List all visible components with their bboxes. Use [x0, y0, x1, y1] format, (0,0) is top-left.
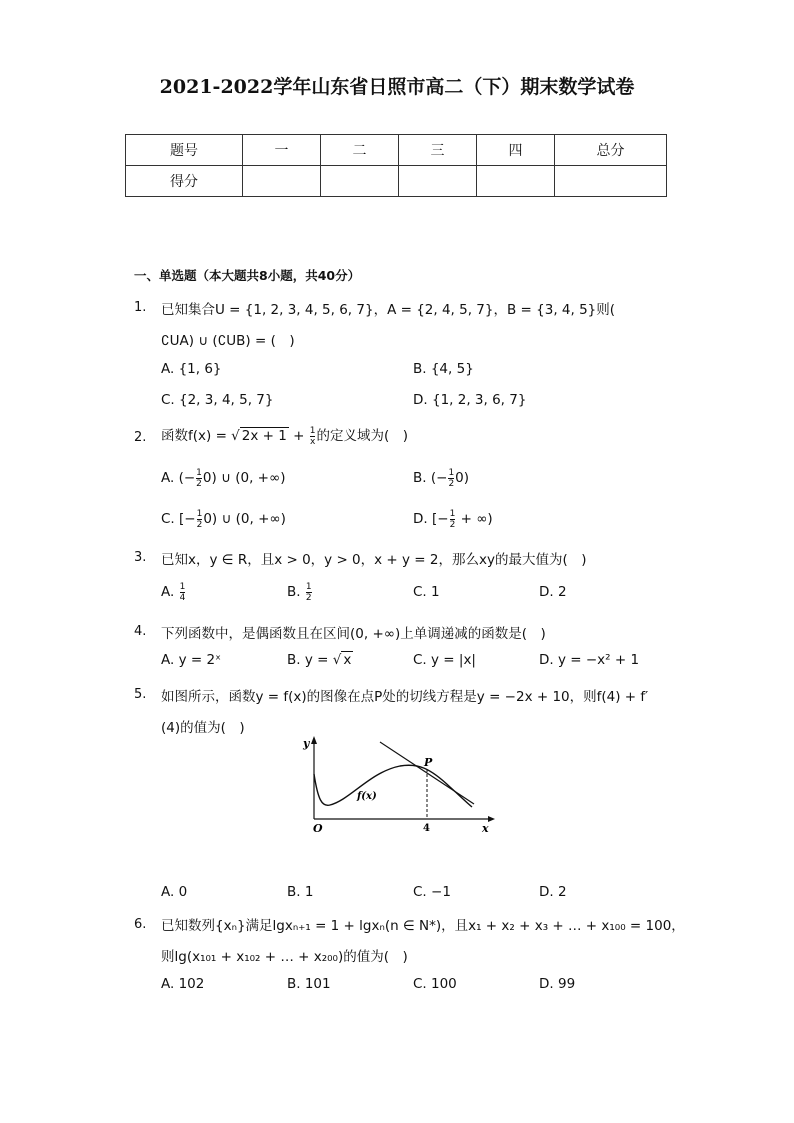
option-d[interactable]: [413, 507, 493, 531]
score-row-label: 得分: [126, 166, 243, 197]
question-text: 已知集合U = {1, 2, 3, 4, 5, 6, 7}，A = {2, 4, 5, 7}，B = {3, 4, 5}则(: [161, 302, 616, 318]
option-c[interactable]: C. 1: [413, 584, 440, 600]
question-number: 1.: [134, 300, 147, 315]
question-number: 3.: [134, 550, 147, 565]
text-part: + ∞): [456, 511, 493, 527]
option-b[interactable]: B. y = √ x: [287, 652, 352, 668]
numerator: 1: [179, 581, 186, 592]
option-b[interactable]: B. {4, 5}: [413, 361, 474, 377]
option-a[interactable]: A. {1, 6}: [161, 361, 222, 377]
score-cell[interactable]: [477, 166, 555, 197]
score-cell[interactable]: [321, 166, 399, 197]
score-header-cell: 一: [243, 135, 321, 166]
option-d[interactable]: D. {1, 2, 3, 6, 7}: [413, 392, 527, 408]
y-axis-arrow: [311, 736, 317, 744]
option-b[interactable]: [413, 466, 469, 490]
question-number: 4.: [134, 624, 147, 639]
score-header-cell: 四: [477, 135, 555, 166]
text-part: A. (−: [161, 470, 196, 486]
text-part: B. (−: [413, 470, 448, 486]
text-part: 0): [455, 470, 470, 486]
page-title: 2021-2022学年山东省日照市高二（下）期末数学试卷: [159, 76, 635, 98]
numerator: 1: [449, 508, 456, 519]
option-a[interactable]: A. 0: [161, 884, 188, 900]
denominator: 2: [449, 519, 456, 530]
section-heading: 一、单选题（本大题共8小题，共40分）: [134, 268, 361, 283]
option-a[interactable]: A. y = 2ˣ: [161, 652, 222, 668]
denominator: 2: [196, 478, 202, 489]
option-d[interactable]: D. y = −x² + 1: [539, 652, 640, 668]
fraction: [180, 582, 186, 603]
denominator: 2: [196, 519, 203, 530]
score-header-cell: 总分: [555, 135, 667, 166]
question-text: ∁UA) ∪ (∁UB) = ( ): [161, 333, 295, 349]
question-text: 已知数列{xₙ}满足lgxₙ₊₁ = 1 + lgxₙ(n ∈ N*)，且x₁ + x₂ + x₃ + … + x₁₀₀ = 100，: [161, 918, 685, 934]
function-curve: [314, 765, 472, 807]
question-text: 函数f(x) = √ 2x + 1 + $\frac{1}{x}$ 的定义域为( ): [161, 425, 409, 447]
score-header-cell: 三: [399, 135, 477, 166]
score-table-score-row: [126, 166, 667, 197]
option-c[interactable]: [161, 507, 286, 531]
question-number: 6.: [134, 917, 147, 932]
text-part: 0) ∪ (0, +∞): [203, 511, 286, 527]
score-table: [125, 134, 667, 197]
fraction: [197, 509, 203, 530]
option-c[interactable]: C. 100: [413, 976, 457, 992]
score-cell[interactable]: [243, 166, 321, 197]
text-part: 的定义域为( ): [316, 428, 409, 444]
denominator: 2: [305, 592, 312, 603]
x-axis-label: x: [482, 822, 489, 835]
text-part: C. [−: [161, 511, 196, 527]
numerator: 1: [196, 508, 203, 519]
text-part: A.: [161, 584, 175, 600]
denominator: 2: [448, 478, 455, 489]
denominator: x: [309, 436, 316, 447]
fraction: [450, 509, 456, 530]
option-c[interactable]: C. −1: [413, 884, 451, 900]
score-cell[interactable]: [555, 166, 667, 197]
text-part: B. y =: [287, 652, 333, 668]
question-number: 5.: [134, 687, 147, 702]
y-axis-label: y: [303, 737, 310, 750]
score-header-cell: 二: [321, 135, 399, 166]
option-b[interactable]: B. 101: [287, 976, 331, 992]
option-d[interactable]: D. 2: [539, 584, 567, 600]
x-tick-label: 4: [423, 823, 430, 834]
numerator: 1: [448, 467, 455, 478]
score-cell[interactable]: [399, 166, 477, 197]
fraction: [306, 582, 312, 603]
x-axis-arrow: [488, 816, 495, 822]
origin-label: O: [313, 822, 323, 835]
text-part: B.: [287, 584, 301, 600]
option-a[interactable]: A. 102: [161, 976, 205, 992]
text-part: +: [288, 428, 309, 444]
option-d[interactable]: D. 99: [539, 976, 576, 992]
fraction: [310, 426, 316, 447]
option-d[interactable]: D. 2: [539, 884, 567, 900]
radicand: 2x + 1: [241, 428, 287, 444]
option-a[interactable]: [161, 580, 186, 604]
score-header-cell: 题号: [126, 135, 243, 166]
question-text: 已知x，y ∈ R，且x > 0，y > 0，x + y = 2，那么xy的最大值为( ): [161, 552, 587, 568]
numerator: 1: [309, 425, 316, 436]
option-b[interactable]: [287, 580, 313, 604]
point-p-label: P: [424, 756, 433, 769]
denominator: 4: [179, 592, 186, 603]
question-text: (4)的值为( ): [161, 720, 245, 736]
text-part: 函数f(x) =: [161, 428, 232, 444]
question-text: 如图所示，函数y = f(x)的图像在点P处的切线方程是y = −2x + 10，则f(4) + f′: [161, 689, 649, 705]
option-c[interactable]: C. y = |x|: [413, 652, 476, 668]
question-text: 下列函数中，是偶函数且在区间(0, +∞)上单调递减的函数是( ): [161, 626, 546, 642]
fraction: [196, 468, 202, 489]
radicand: x: [343, 652, 352, 668]
option-b[interactable]: B. 1: [287, 884, 314, 900]
question-number: 2.: [134, 430, 147, 445]
option-a[interactable]: [161, 466, 286, 490]
numerator: 1: [196, 467, 202, 478]
option-c[interactable]: C. {2, 3, 4, 5, 7}: [161, 392, 274, 408]
question-text: 则lg(x₁₀₁ + x₁₀₂ + … + x₂₀₀)的值为( ): [161, 949, 408, 965]
text-part: 0) ∪ (0, +∞): [202, 470, 286, 486]
function-graph-figure: [300, 732, 500, 838]
fraction: [448, 468, 454, 489]
curve-label: f(x): [357, 791, 377, 802]
numerator: 1: [305, 581, 312, 592]
score-table-header-row: [126, 135, 667, 166]
text-part: D. [−: [413, 511, 449, 527]
